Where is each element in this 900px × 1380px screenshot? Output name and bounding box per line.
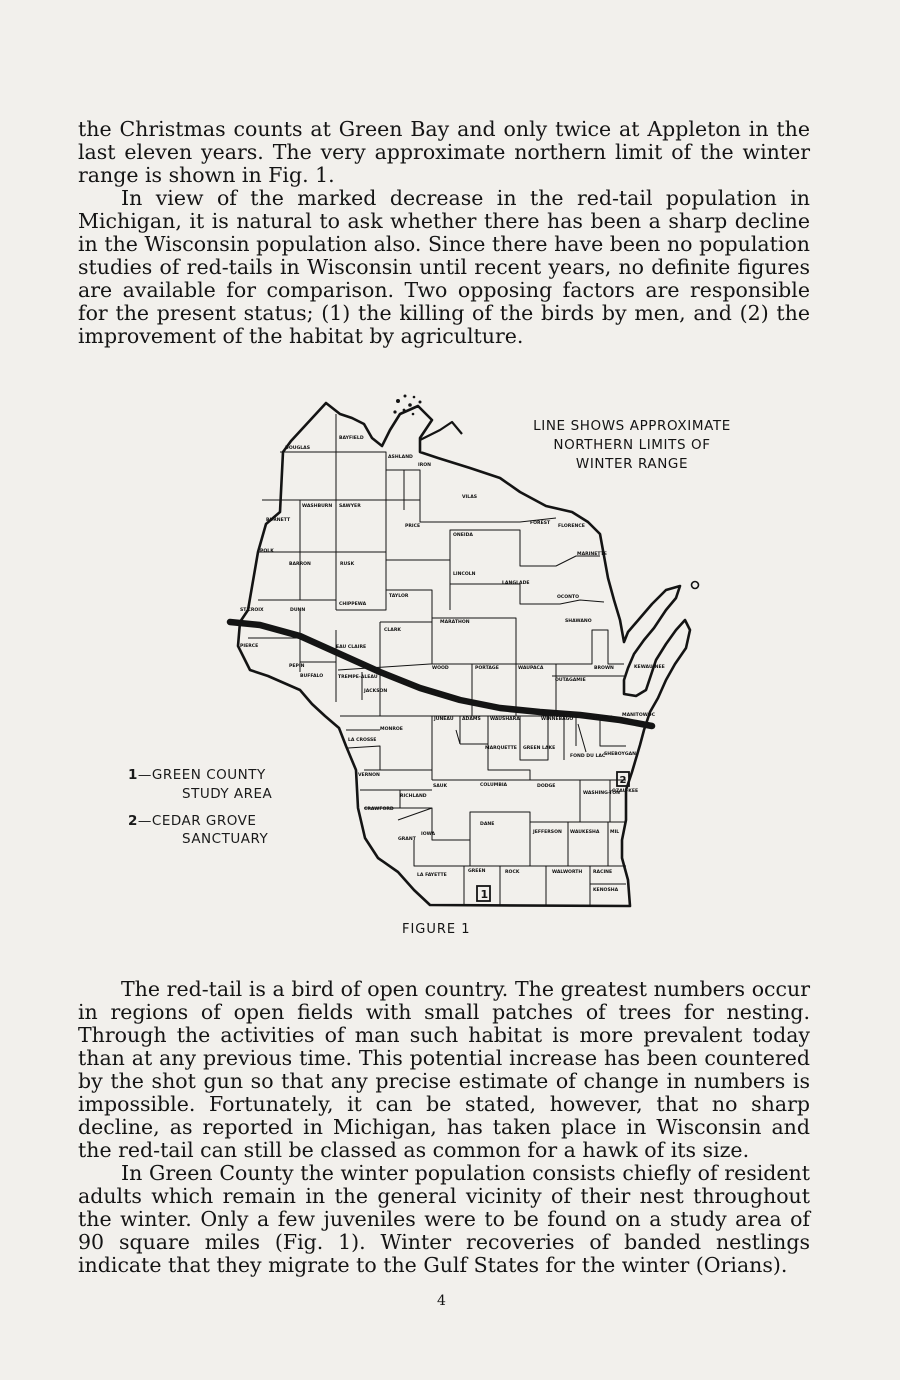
county-crawford: CRAWFORD [364,807,394,812]
legend-number-2: 2 [128,813,138,829]
county-forest: FOREST [530,521,551,526]
county-columbia: COLUMBIA [480,783,508,788]
county-ashland: ASHLAND [388,455,413,460]
county-buffalo: BUFFALO [300,674,324,679]
county-marathon: MARATHON [440,620,470,625]
county-vilas: VILAS [462,495,478,500]
county-polk: POLK [260,549,274,554]
svg-text:1: 1 [480,888,489,901]
legend-item-1-line-2: STUDY AREA [182,786,273,802]
county-douglas: DOUGLAS [285,446,311,451]
county-juneau: JUNEAU [434,717,454,722]
county-jackson: JACKSON [364,689,388,694]
county-lafayette: LA FAYETTE [417,873,447,878]
county-clark: CLARK [384,628,401,633]
svg-text:2: 2 [619,775,627,786]
county-kenosha: KENOSHA [593,888,619,893]
range-note [500,417,764,474]
county-pierce: PIERCE [240,644,259,649]
county-eau-claire: EAU CLAIRE [336,645,367,650]
county-st-croix: ST.CROIX [240,608,264,613]
county-monroe: MONROE [380,727,403,732]
legend-number-1: 1 [128,767,138,783]
county-dunn: DUNN [290,608,306,613]
county-washington: WASHING-TON [583,791,621,796]
county-dodge: DODGE [537,784,556,789]
county-sauk: SAUK [433,784,448,789]
county-washburn: WASHBURN [302,504,333,509]
county-dane: DANE [480,822,495,827]
state-outline [238,403,690,906]
county-sawyer: SAWYER [339,504,361,509]
county-fond-du-lac: FOND DU LAC [570,754,606,759]
legend-text-2a: CEDAR GROVE [151,813,257,829]
range-note-line-1: LINE SHOWS APPROXIMATE [533,418,731,434]
county-calumet: CALU-MET [586,716,613,721]
county-marinette: MARINETTE [577,552,607,557]
figure-caption: FIGURE 1 [402,922,471,937]
county-waushara: WAUSHARA [490,717,520,722]
county-marquette: MARQUETTE [485,746,517,751]
county-trempealeau: TREMPE-ALEAU [338,675,378,680]
county-price: PRICE [405,524,421,529]
legend-item-1: 1—GREEN COUNTY [128,767,266,783]
county-rock: ROCK [505,870,520,875]
county-lincoln: LINCOLN [453,572,476,577]
paragraph-3: The red-tail is a bird of open country. The greatest numbers occur in regions of open fields with small patches of trees for nesting. Through the activities of man such habitat is more prevalent today than at any previous time. This potential increase has been countered by the shot gun so that any precise estimate of change in numbers is impossible. Fortunately, it can be stated, however, that no sharp decline, as reported in Michigan, has taken place in Wisconsin and the red-tail can still be classed as common for a hawk of its size. [78,977,810,1162]
county-racine: RACINE [593,870,613,875]
county-kewaunee: KEWAU-NEE [634,665,665,670]
county-sheboygan: SHEBOYGAN [604,752,637,757]
county-bayfield: BAYFIELD [339,436,364,441]
county-barron: BARRON [289,562,311,567]
county-ozaukee: OZAU-KEE [612,789,639,794]
marker-1-green-county-study-area [477,886,490,901]
county-pepin: PEPIN [289,664,305,669]
paragraph-1: the Christmas counts at Green Bay and only twice at Appleton in the last eleven years. The very approximate northern limit of the winter range is shown in Fig. 1. [78,117,810,187]
county-richland: RICHLAND [400,794,427,799]
county-grant: GRANT [398,837,416,842]
county-adams: ADAMS [462,717,481,722]
county-milwaukee: MIL [610,830,620,835]
range-note-line-3: WINTER RANGE [575,456,689,472]
county-langlade: LANGLADE [502,581,530,586]
county-burnett: BURNETT [266,518,291,523]
county-brown: BROWN [594,666,614,671]
county-iron: IRON [418,463,431,468]
page-number: 4 [437,1293,446,1309]
county-oconto: OCONTO [557,595,580,600]
county-shawano: SHAWANO [565,619,592,624]
county-green-lake: GREEN LAKE [523,746,556,751]
washington-island [692,582,699,589]
range-note-line-2: NORTHERN LIMITS OF [553,437,711,453]
county-outagamie: OUTAGAMIE [555,678,586,683]
county-iowa: IOWA [421,832,436,837]
legend-item-2: 2—CEDAR GROVE [128,813,257,829]
county-waukesha: WAUKESHA [570,830,600,835]
county-florence: FLORENCE [558,524,585,529]
county-chippewa: CHIPPEWA [339,602,367,607]
county-oneida: ONEIDA [453,533,473,538]
county-vernon: VERNON [358,773,380,778]
county-manitowoc: MANITOWOC [622,713,656,718]
paragraph-4: In Green County the winter population consists chiefly of resident adults which remain in the general vicinity of their nest throughout the winter. Only a few juveniles were to be found on a study area of 90 square miles (Fig. 1). Winter recoveries of banded nestlings indicate that they migrate to the Gulf States for the winter (Orians). [78,1161,810,1277]
county-wood: WOOD [432,666,449,671]
paragraph-2: In view of the marked decrease in the red-tail population in Michigan, it is natural to ask whether there has been a sharp decline in the Wisconsin population also. Since there have been no population studies of red-tails in Wisconsin until recent years, no definite figures are available for comparison. Two opposing factors are responsible for the present status; (1) the killing of the birds by men, and (2) the improvement of the habitat by agriculture. [78,186,810,348]
county-portage: PORTAGE [475,666,499,671]
legend-item-2-line-2: SANCTUARY [182,831,269,847]
county-la-crosse: LA CROSSE [348,738,377,743]
county-taylor: TAYLOR [389,594,409,599]
state-outline-tip [420,422,462,440]
county-jefferson: JEFFERSON [533,830,562,835]
county-rusk: RUSK [340,562,355,567]
county-green: GREEN [468,869,486,874]
county-winnebago: WINNEBAGO [541,717,574,722]
county-waupaca: WAUPACA [518,666,544,671]
county-walworth: WALWORTH [552,870,583,875]
legend-text-1a: GREEN COUNTY [151,767,266,783]
